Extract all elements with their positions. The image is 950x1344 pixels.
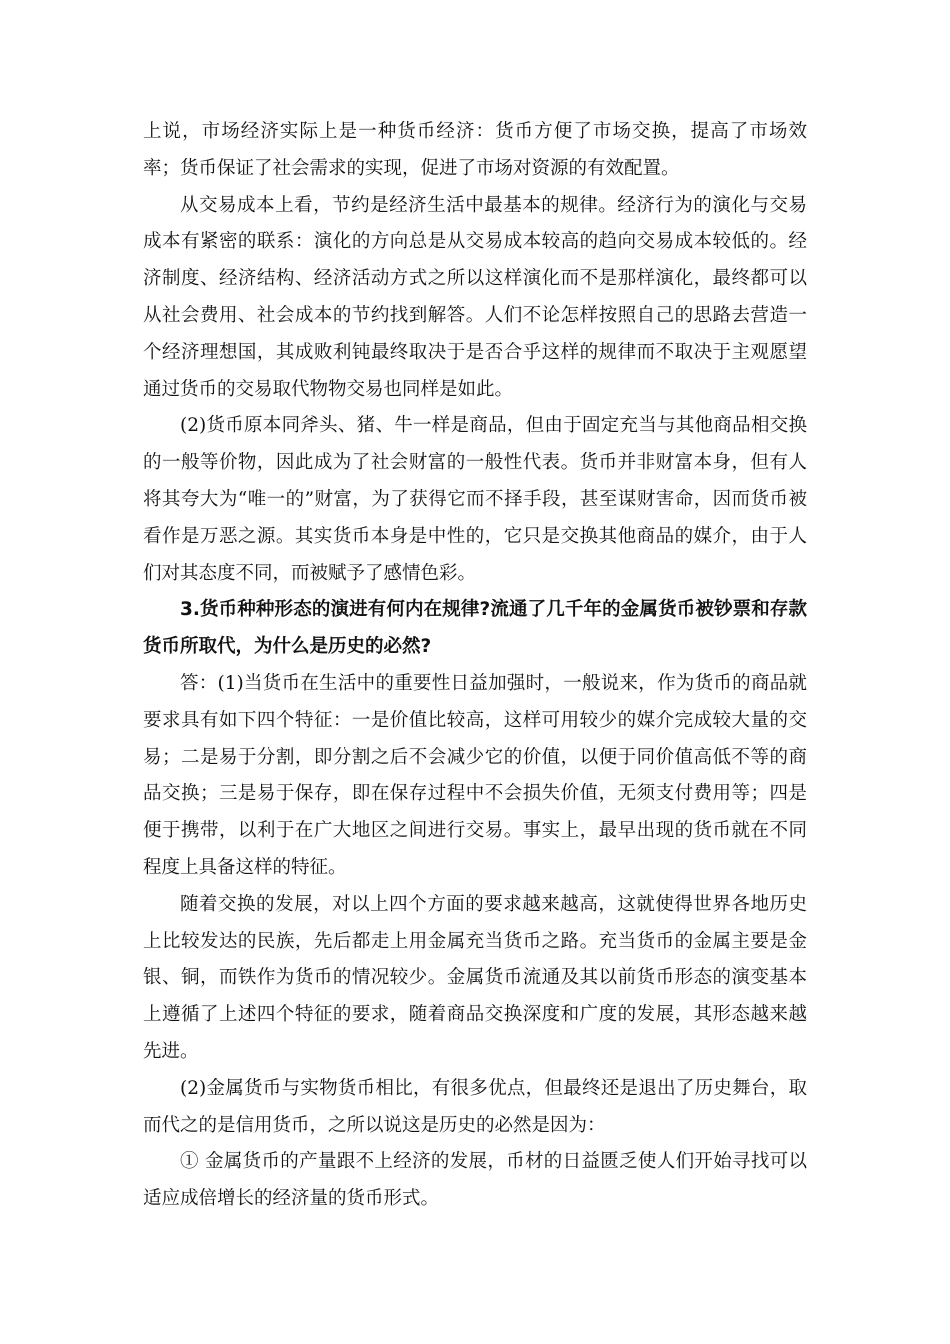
paragraph-point-1: ① 金属货币的产量跟不上经济的发展，币材的日益匮乏使人们开始寻找可以适应成倍增长的经济量的货币形式。 <box>143 1151 807 1210</box>
paragraph-market-economy: 上说，市场经济实际上是一种货币经济：货币方便了市场交换，提高了市场效率；货币保证了社会需求的实现，促进了市场对资源的有效配置。 <box>143 121 807 179</box>
paragraph-answer-1: 答：(1)当货币在生活中的重要性日益加强时，一般说来，作为货币的商品就要求具有如下四个特征：一是价值比较高，这样可用较少的媒介完成较大量的交易；二是易于分割，即分割之后不会减少它的价值，以便于同价值高低不等的商品交换；三是易于保存，即在保存过程中不会损失价值，无须支付费用等；四是便于携带，以利于在广大地区之间进行交易。事实上，最早出现的货币就在不同程度上具备这样的特征。 <box>143 672 807 878</box>
paragraph-money-commodity: (2)货币原本同斧头、猪、牛一样是商品，但由于固定充当与其他商品相交换的一般等价物，因此成为了社会财富的一般性代表。货币并非财富本身，但有人将其夸大为“唯一的”财富，为了获得它而不择手段，甚至谋财害命，因而货币被看作是万恶之源。其实货币本身是中性的，它只是交换其他商品的媒介，由于人们对其态度不同，而被赋予了感情色彩。 <box>143 415 807 584</box>
question-heading-3: 3.货币种种形态的演进有何内在规律?流通了几千年的金属货币被钞票和存款货币所取代，为什么是历史的必然? <box>143 599 807 658</box>
paragraph-transaction-cost: 从交易成本上看，节约是经济生活中最基本的规律。经济行为的演化与交易成本有紧密的联系：演化的方向总是从交易成本较高的趋向交易成本较低的。经济制度、经济结构、经济活动方式之所以这样演化而不是那样演化，最终都可以从社会费用、社会成本的节约找到解答。人们不论怎样按照自己的思路去营造一个经济理想国，其成败利钝最终取决于是否合乎这样的规律而不取决于主观愿望通过货币的交易取代物物交易也同样是如此。 <box>143 194 807 400</box>
paragraph-answer-2: (2)金属货币与实物货币相比，有很多优点，但最终还是退出了历史舞台，取而代之的是信用货币，之所以说这是历史的必然是因为： <box>143 1077 807 1136</box>
paragraph-metal-money: 随着交换的发展，对以上四个方面的要求越来越高，这就使得世界各地历史上比较发达的民族，先后都走上用金属充当货币之路。充当货币的金属主要是金银、铜，而铁作为货币的情况较少。金属货币流通及其以前货币形态的演变基本上遵循了上述四个特征的要求，随着商品交换深度和广度的发展，其形态越来越先进。 <box>143 893 807 1062</box>
document-body <box>143 114 807 1218</box>
